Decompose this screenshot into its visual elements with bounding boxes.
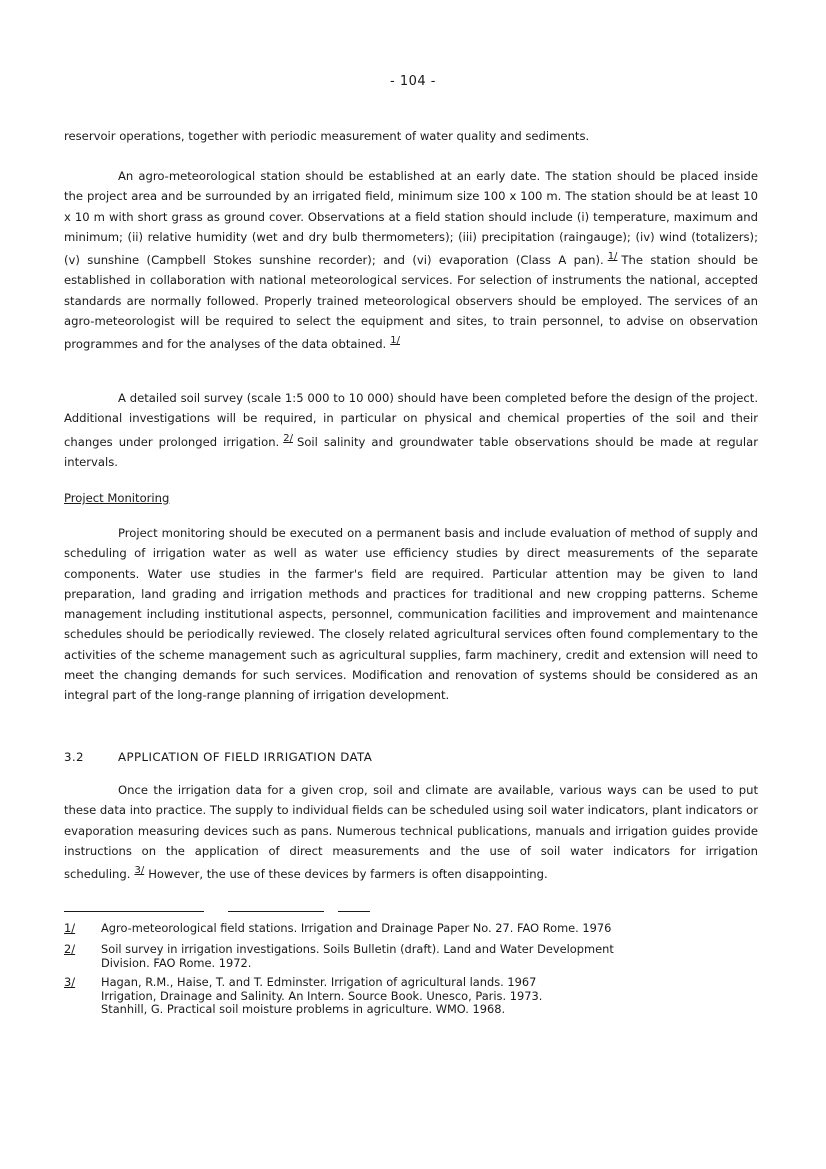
footnote-1 xyxy=(64,922,764,936)
section-title: APPLICATION OF FIELD IRRIGATION DATA xyxy=(118,750,373,764)
footnote-line: Agro-meteorological field stations. Irrigation and Drainage Paper No. 27. FAO Rome. 1976 xyxy=(101,921,612,935)
paragraph-continuation xyxy=(64,126,758,146)
section-heading xyxy=(64,749,372,765)
footnote-reference: 2/ xyxy=(283,432,293,444)
subheading-text: Project Monitoring xyxy=(64,491,170,505)
footnote-reference: 1/ xyxy=(607,251,618,263)
footnote-line: Irrigation, Drainage and Salinity. An Intern. Source Book. Unesco, Paris. 1973. xyxy=(101,988,543,1003)
footnote-separator xyxy=(338,911,370,912)
paragraph-text: A detailed soil survey (scale 1:5 000 to 10 000) should have been completed before the design of the project. Additional investigations will be required, in particular on physical and chemical properties of the soil and their changes under prolonged irrigation. xyxy=(64,391,758,449)
footnote-marker: 3/ xyxy=(64,975,76,989)
paragraph-project-monitoring xyxy=(64,523,758,706)
section-number: 3.2 xyxy=(64,750,84,764)
subheading-project-monitoring xyxy=(64,490,169,506)
paragraph-text: reservoir operations, together with periodic measurement of water quality and sediments. xyxy=(64,129,590,143)
footnote-reference: 3/ xyxy=(134,865,145,877)
footnote-separator xyxy=(64,911,204,912)
footnote-line: Soil survey in irrigation investigations. Soils Bulletin (draft). Land and Water Development xyxy=(101,942,614,956)
paragraph-text: Project monitoring should be executed on a permanent basis and include evaluation of method of supply and scheduling of irrigation water as well as water use efficiency studies by direct measurements of the separate components. Water use studies in the farmer's field are required. Particular attention may be given to land preparation, land grading and irrigation methods and practices for traditional and new cropping patterns. Scheme management including institutional aspects, personnel, communication facilities and improvement and maintenance schedules should be periodically reviewed. The closely related agricultural services often found complementary to the activities of the scheme management such as agricultural supplies, farm machinery, credit and extension will need to meet the changing demands for such services. Modification and renovation of systems should be considered as an integral part of the long-range planning of irrigation development. xyxy=(64,526,758,703)
page-number: - 104 - xyxy=(390,74,436,89)
footnote-line: Stanhill, G. Practical soil moisture problems in agriculture. WMO. 1968. xyxy=(101,1002,506,1016)
paragraph-application xyxy=(64,780,758,884)
paragraph-text: An agro-meteorological station should be established at an early date. The station should be placed inside the project area and be surrounded by an irrigated field, minimum size 100 x 100 m. The station should be at least 10 x 10 m with short grass as ground cover. Observations at a field station should include (i) temperature, maximum and minimum; (ii) relative humidity (wet and dry bulb thermometers); (iii) precipitation (raingauge); (iv) wind (totalizers); (v) sunshine (Campbell Stokes sunshine recorder); and (vi) evaporation (Class A pan). xyxy=(64,169,758,268)
paragraph-text: Once the irrigation data for a given crop, soil and climate are available, various ways can be used to put these data into practice. The supply to individual fields can be scheduled using soil water indicators, plant indicators or evaporation measuring devices such as pans. Numerous technical publications, manuals and irrigation guides provide instructions on the application of direct measurements and the use of soil water indicators for irrigation scheduling. xyxy=(64,783,758,882)
paragraph-text: However, the use of these devices by farmers is often disappointing. xyxy=(148,867,548,882)
footnote-2 xyxy=(64,943,764,970)
footnote-marker: 1/ xyxy=(64,921,76,935)
paragraph-text: The station should be established in collaboration with national meteorological services. For selection of instruments the national, accepted standards are normally followed. Properly trained meteorological observers should be employed. The services of an agro-meteorologist will be required to select the equipment and sites, to train personnel, to advise on observation programmes and for the analyses of the data obtained. xyxy=(64,253,758,352)
footnote-reference: 1/ xyxy=(390,335,400,347)
paragraph-agro-meteorological-station xyxy=(64,166,758,355)
footnote-marker: 2/ xyxy=(64,942,76,956)
footnote-separator xyxy=(228,911,324,912)
footnote-3 xyxy=(64,976,764,1017)
paragraph-soil-survey xyxy=(64,388,758,472)
paragraph-text: Soil salinity and groundwater table observations should be made at regular intervals. xyxy=(64,434,758,469)
footnote-line: Hagan, R.M., Haise, T. and T. Edminster. Irrigation of agricultural lands. 1967 xyxy=(101,975,537,989)
footnote-line: Division. FAO Rome. 1972. xyxy=(101,955,252,970)
